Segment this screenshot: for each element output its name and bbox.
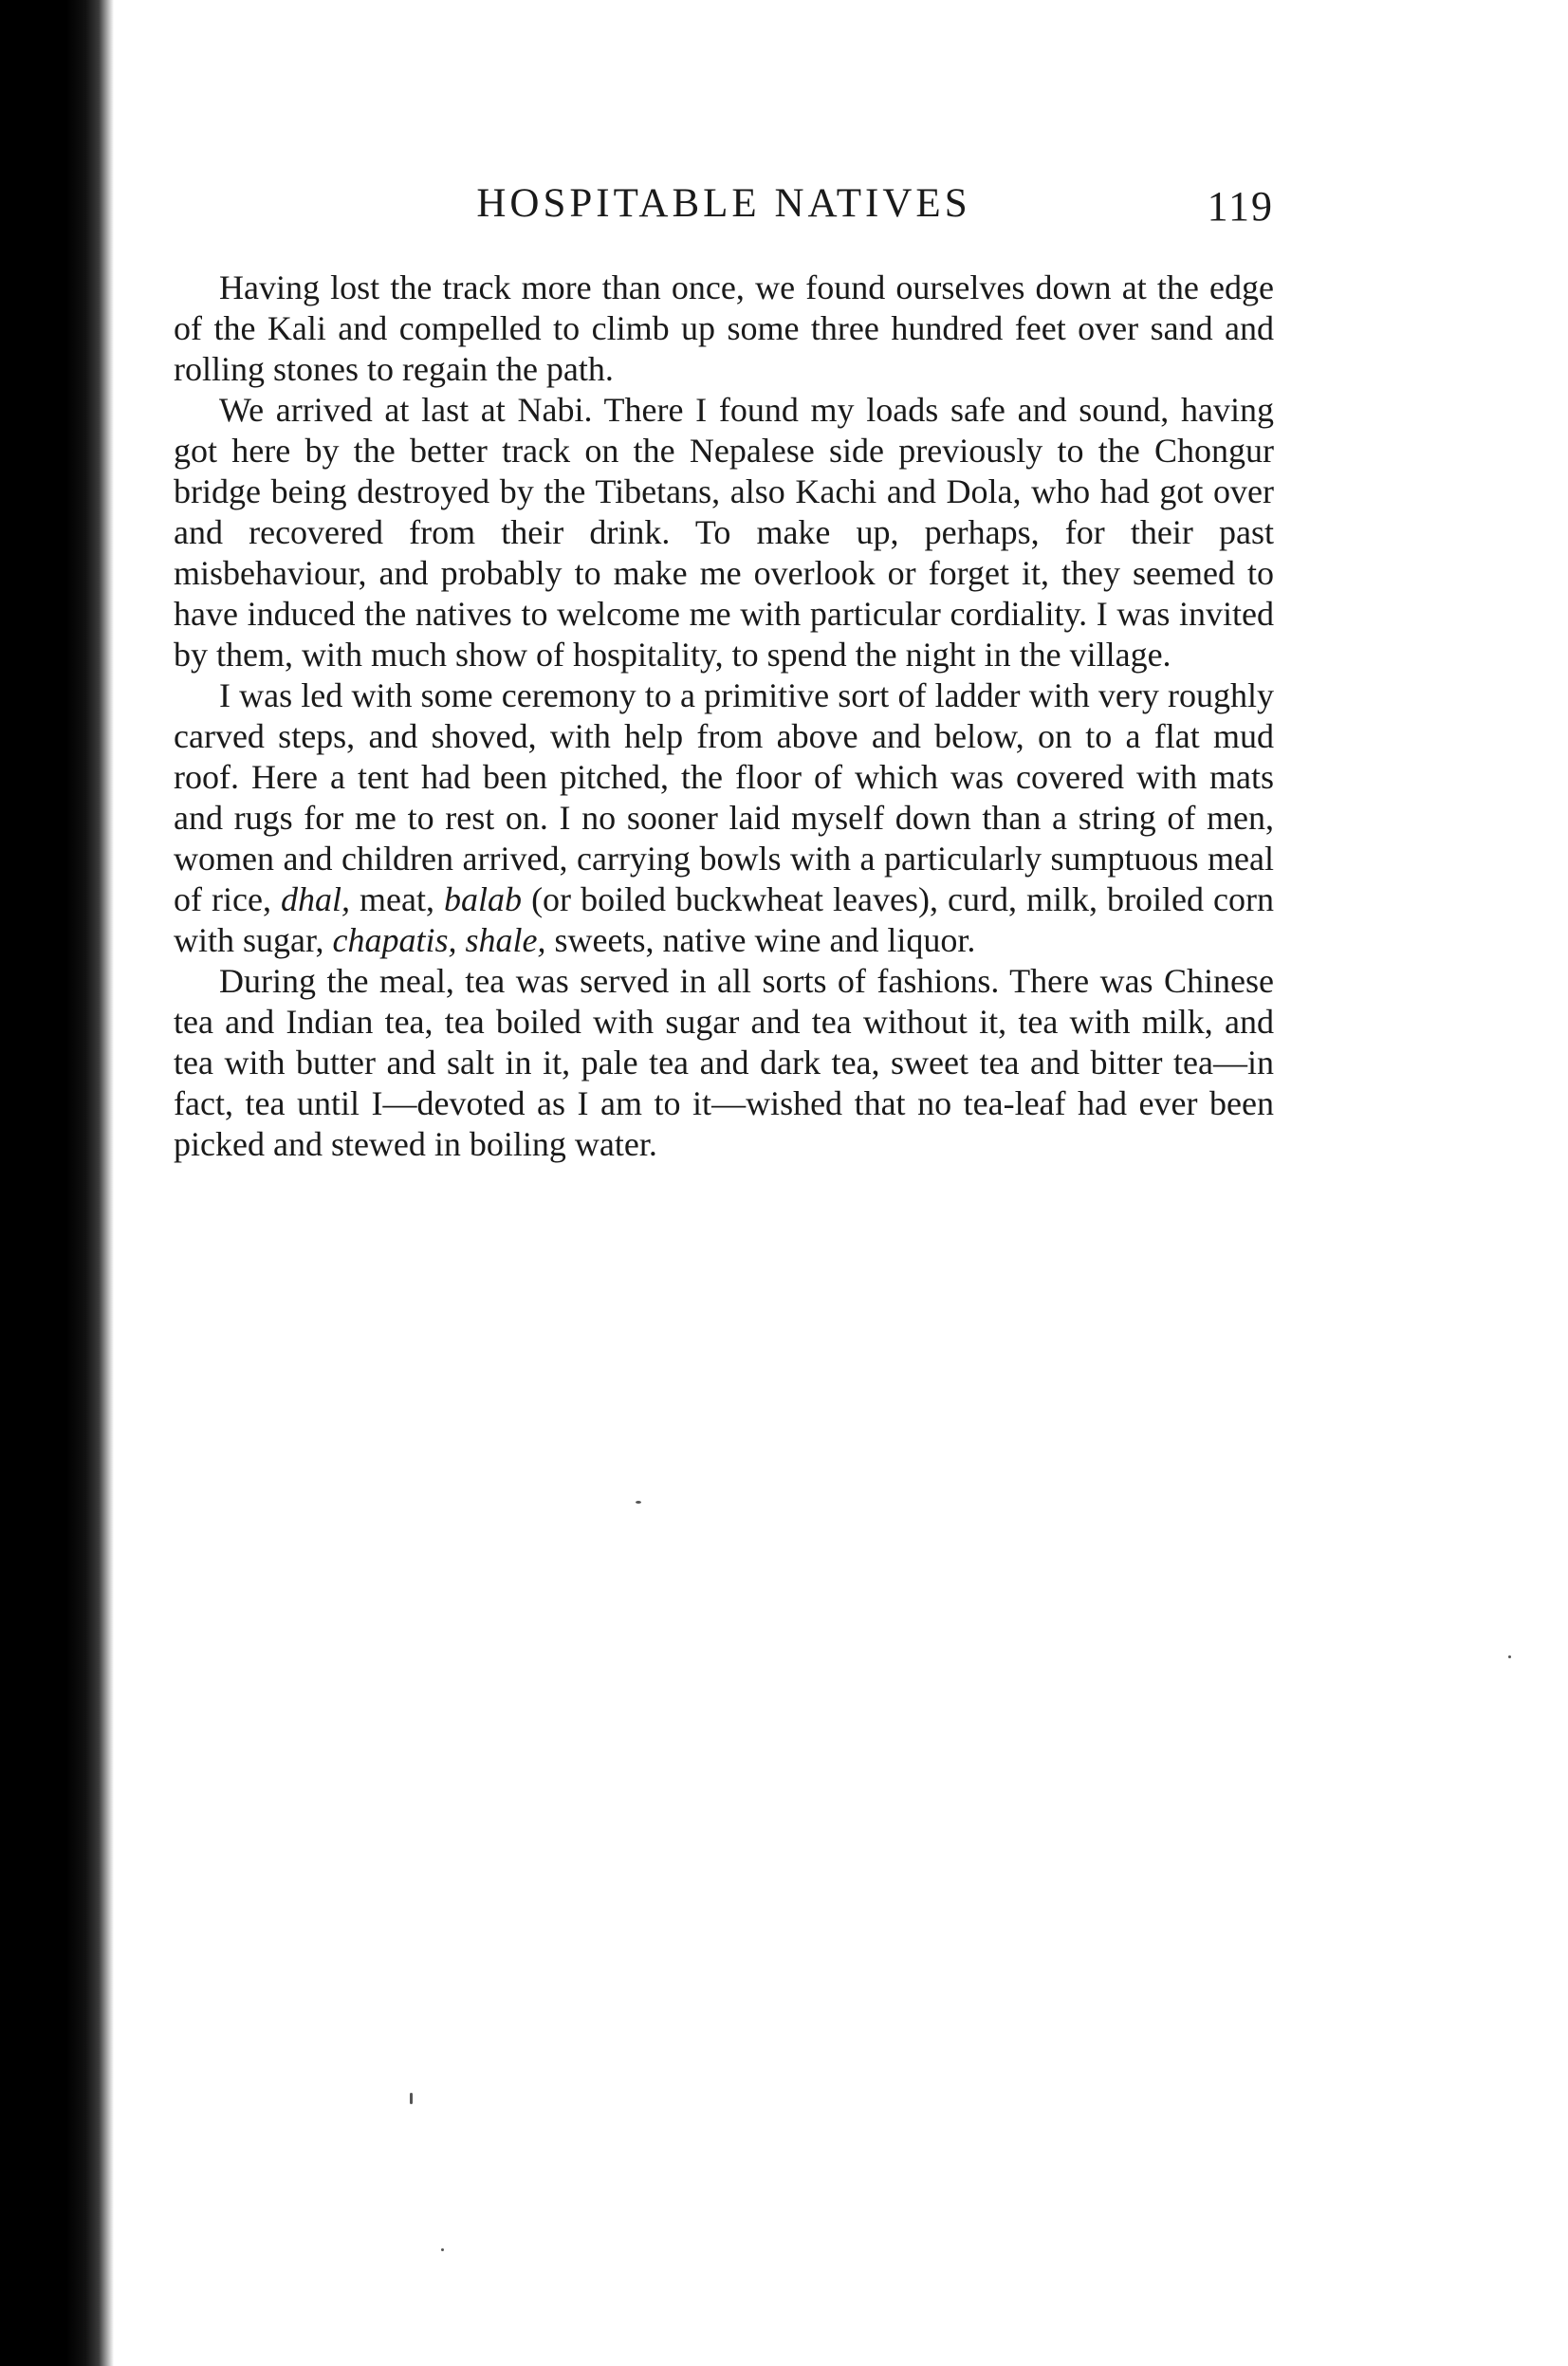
paper-speck bbox=[410, 2093, 413, 2104]
text-segment: Having lost the track more than once, we found ourselves down at the edge of the Kali and compelled to climb up some three hundred feet over sand and rolling stones to regain the path. bbox=[174, 268, 1274, 388]
text-segment: meat, bbox=[350, 880, 445, 918]
text-segment: I was led with some ceremony to a primitive sort of ladder with very roughly carved steps, and shoved, with help from above and below, on to a flat mud roof. Here a tent had been pitched, the floor of which was covered with mats and rugs for me to rest on. I no sooner laid myself down than a string of men, women and children arrived, carrying bowls with a particularly sumptuous meal of rice, bbox=[174, 676, 1274, 918]
italic-term: dhal, bbox=[281, 880, 351, 918]
running-head bbox=[174, 171, 1274, 247]
text-segment: (or boiled buckwheat leaves), curd, milk, broiled corn with sugar, bbox=[174, 880, 1274, 959]
binding-notch bbox=[0, 0, 38, 38]
page-number: 119 bbox=[1207, 183, 1274, 230]
body-text bbox=[174, 268, 1274, 1165]
paper-speck bbox=[1508, 1655, 1511, 1658]
paper-speck bbox=[636, 1501, 641, 1504]
book-page bbox=[174, 171, 1274, 1165]
running-title: HOSPITABLE NATIVES bbox=[476, 181, 971, 226]
paper-speck bbox=[441, 2248, 444, 2251]
binding-shadow bbox=[0, 0, 114, 2366]
italic-term: balab bbox=[444, 880, 523, 918]
paragraph bbox=[174, 675, 1274, 961]
paragraph bbox=[174, 268, 1274, 390]
text-segment: We arrived at last at Nabi. There I found my loads safe and sound, having got here by the better track on the Nepalese side previously to the Chongur bridge being destroyed by the Tibetans, also Kachi and Dola, who had got over and recovered from their drink. To make up, perhaps, for their past misbehaviour, and probably to make me overlook or forget it, they seemed to have induced the natives to welcome me with particular cordiality. I was invited by them, with much show of hospitality, to spend the night in the village. bbox=[174, 391, 1274, 674]
text-segment: During the meal, tea was served in all sorts of fashions. There was Chinese tea and Indian tea, tea boiled with sugar and tea without it, tea with milk, and tea with butter and salt in it, pale tea and dark tea, sweet tea and bitter tea—in fact, tea until I—devoted as I am to it—wished that no tea-leaf had ever been picked and stewed in boiling water. bbox=[174, 962, 1274, 1163]
paragraph bbox=[174, 961, 1274, 1165]
text-segment: sweets, native wine and liquor. bbox=[545, 921, 976, 959]
italic-term: chapatis, shale, bbox=[332, 921, 546, 959]
paragraph bbox=[174, 390, 1274, 675]
